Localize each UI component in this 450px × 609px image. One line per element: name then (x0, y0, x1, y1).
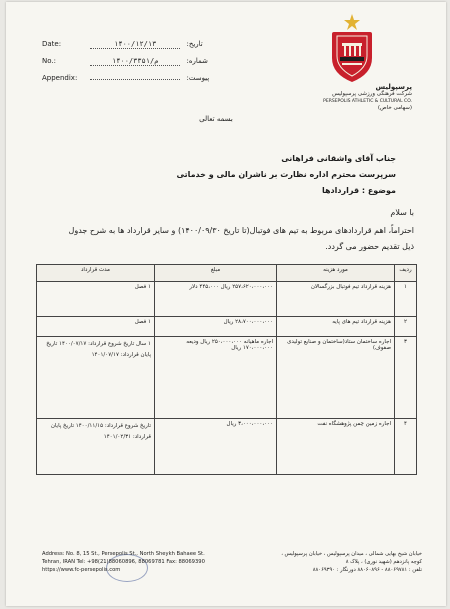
address-en-line-2: Tehran, IRAN Tel: +98(21)88060896, 88069781 Fax: 88069390 (42, 559, 205, 565)
brand-org: شرکت فرهنگی ورزشی پرسپولیس (332, 91, 412, 97)
date-value: ۱۴۰۰/۱۲/۱۳ (90, 40, 180, 49)
row-amount: ۲۵۷،۶۲۰،۰۰۰،۰۰۰ ریال ۴۴۵،۰۰۰ دلار (155, 282, 277, 317)
table-row (37, 282, 417, 317)
table-row (37, 419, 417, 475)
body-line-1: احتراماً، اهم قراردادهای مربوط به تیم های فوتبال(تا تاریخ ۱۴۰۰/۰۹/۳۰) و سایر قرارداد ها به شرح جدول (68, 226, 414, 235)
footer-address-en (42, 550, 222, 574)
row-duration: تاریخ شروع قرارداد: ۱۴۰۰/۱۱/۱۵ تاریخ پایان قرارداد: ۱۴۰۱/۰۲/۳۱ (37, 419, 155, 475)
header-amount: مبلغ (155, 265, 277, 282)
number-value: ۱۴۰۰/م/۳۳۵۱ (90, 57, 180, 66)
recipient-position: سرپرست محترم اداره نظارت بر ناشران مالی و خدماتی (176, 170, 396, 179)
greeting: با سلام (390, 208, 414, 217)
row-item: اجاره زمین چمن پژوهشگاه نفت (277, 419, 395, 475)
row-number: ۲ (395, 317, 417, 337)
date-label-fa: تاریخ: (186, 40, 203, 48)
table-header-row (37, 265, 417, 282)
row-item: هزینه قرارداد تیم های پایه (277, 317, 395, 337)
address-en-line-1: Address: No. 8, 15 St., Persepolis St., North Sheykh Bahaee St. (42, 551, 205, 557)
address-fa-line-1: خیابان شیخ بهایی شمالی ، میدان پرسپولیس ، خیابان پرسپولیس ، (281, 551, 422, 557)
date-label: Date: (42, 40, 62, 48)
website-link[interactable]: https://www.fc-persepolis.com (42, 567, 121, 573)
table-row (37, 337, 417, 419)
bismillah: بسمه تعالی (199, 115, 233, 123)
footer-address-fa (242, 550, 422, 574)
header-cost-item: مورد هزینه (277, 265, 395, 282)
row-duration: ۱ فصل (37, 282, 155, 317)
appendix-label: Appendix: (42, 74, 78, 82)
number-label-fa: شماره: (186, 57, 208, 65)
appendix-value (90, 79, 180, 80)
brand-name: پرسپولیس (375, 83, 412, 91)
row-amount: ۲۸،۷۰۰،۰۰۰،۰۰۰ ریال (155, 317, 277, 337)
row-amount: ۳،۰۰۰،۰۰۰،۰۰۰ ریال (155, 419, 277, 475)
appendix-label-fa: پیوست: (186, 74, 210, 82)
table-row (37, 317, 417, 337)
brand-type: (سهامی خاص) (377, 105, 412, 111)
row-number: ۱ (395, 282, 417, 317)
recipient: جناب آقای واشقانی فراهانی (281, 154, 396, 163)
row-duration: ۱ سال تاریخ شروع قرارداد: ۱۴۰۰/۰۷/۱۷ تاریخ پایان قرارداد: ۱۴۰۱/۰۷/۱۷ (37, 337, 155, 419)
phone-fa: تلفن : ۸۸۰۶۹۷۸۱ - ۸۸۰۶۰۸۹۶ دورنگار : ۸۸۰۶۹۳۹۰ (312, 567, 422, 573)
header-duration: مدت قرارداد (37, 265, 155, 282)
subject: موضوع : قراردادها (321, 186, 396, 195)
date-row (42, 40, 203, 49)
number-row (42, 57, 208, 66)
row-amount: اجاره ماهیانه ۲۵۰،۰۰۰،۰۰۰ ریال ودیعه ۱۷۰،۰۰۰،۰۰۰ ریال (155, 337, 277, 419)
company-block (300, 84, 412, 112)
brand-org-en: PERSEPOLIS ATHLETIC & CULTURAL CO. (323, 99, 412, 104)
letter-page (6, 2, 446, 606)
body-line-2: ذیل تقدیم حضور می گردد. (325, 242, 414, 251)
appendix-row (42, 74, 209, 82)
row-number: ۳ (395, 337, 417, 419)
row-number: ۴ (395, 419, 417, 475)
row-item: هزینه قرارداد تیم فوتبال بزرگسالان (277, 282, 395, 317)
row-item: اجاره ساختمان ستاد(ساختمان و صنایع تولیدی صفوف) (277, 337, 395, 419)
address-fa-line-2: کوچه پانزدهم (شهید نوری) ، پلاک ۸ (345, 559, 422, 565)
number-label: No.: (42, 57, 56, 65)
contracts-table (36, 264, 417, 475)
header-row-number: ردیف (395, 265, 417, 282)
row-duration: ۱ فصل (37, 317, 155, 337)
persepolis-logo (326, 12, 378, 84)
